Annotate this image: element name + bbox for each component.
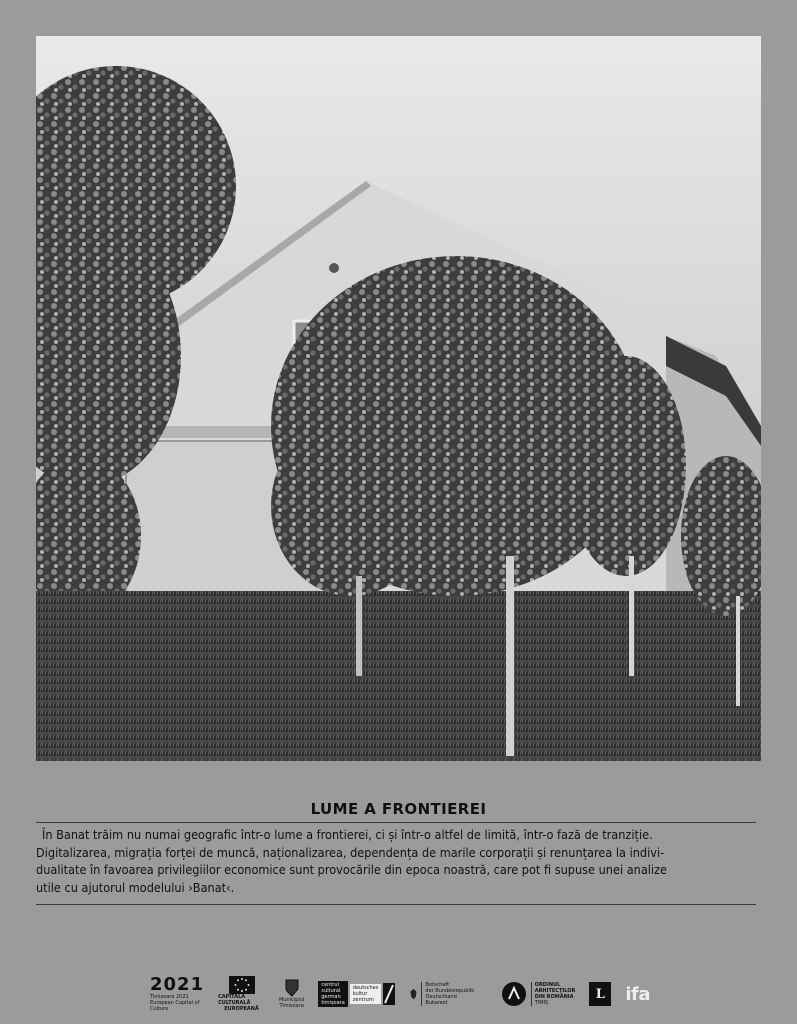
flag-icon	[383, 983, 395, 1005]
coat-of-arms-icon	[285, 979, 299, 997]
dk-line3: zentrum	[352, 997, 374, 1003]
centru-line4: timișoara	[321, 1000, 345, 1006]
eagle-icon	[409, 986, 418, 1002]
eu-line1: CAPITALĂ CULTURALĂ	[218, 994, 251, 1006]
oar-line4: TIMIȘ	[534, 1000, 549, 1006]
body-line: utile cu ajutorul modelului ›Banat‹.	[36, 879, 235, 895]
centrul-cultural-german-logo	[318, 981, 395, 1007]
sponsor-logos	[150, 974, 650, 1014]
crest-line1: Municipiul	[279, 997, 305, 1003]
ifa-logo	[625, 984, 650, 1005]
crest-line2: Timișoara	[279, 1003, 304, 1009]
eu-flag-icon	[229, 976, 255, 994]
timisoara-2021-line1: Timișoara 2021	[150, 994, 189, 1000]
body-paragraph	[36, 826, 761, 896]
timisoara-2021-line2: European Capital of Culture	[150, 1000, 200, 1012]
body-line: dualitate în favoarea privilegiilor economice sunt provocările din epoca noastră, care pot fi supuse unei analize	[36, 862, 667, 878]
oar-line3: DIN ROMÂNIA	[534, 994, 574, 1000]
german-embassy-logo	[409, 982, 486, 1006]
timisoara-2021-logo	[150, 976, 204, 1012]
oar-timis-logo	[501, 981, 576, 1007]
oar-line1: ORDINUL	[534, 982, 561, 988]
body-line: Digitalizarea, migrația forței de muncă, naționalizarea, dependența de marile corporații și renunțarea la indivi-	[36, 844, 665, 860]
building-photo	[36, 36, 761, 761]
lotus-logo	[589, 982, 611, 1006]
dk-line2: kultur	[352, 991, 368, 997]
title-divider	[36, 822, 756, 823]
oar-circle-icon	[501, 981, 527, 1007]
dk-line1: deutsches	[352, 985, 379, 991]
centru-line1: centrul	[321, 982, 339, 988]
embassy-line3: Bukarest	[425, 1000, 448, 1006]
oar-line2: ARHITECȚILOR	[534, 988, 576, 994]
eu-capital-logo	[218, 976, 265, 1012]
embassy-line1: Botschaft	[425, 982, 450, 988]
centru-line3: german	[321, 994, 341, 1000]
lotus-mark: L	[595, 986, 605, 1002]
timisoara-crest-logo	[279, 979, 304, 1009]
body-line: În Banat trăim nu numai geografic într-o lume a frontierei, ci și într-o altfel de limită, într-o fază de tranziție.	[42, 827, 653, 842]
body-divider	[36, 904, 756, 905]
timisoara-2021-mark: 2021	[150, 974, 205, 995]
ifa-mark: ifa	[625, 983, 650, 1005]
embassy-line2: der Bundesrepublik Deutschland	[425, 988, 475, 1000]
page-title: LUME A FRONTIEREI	[310, 800, 487, 818]
centru-line2: cultural	[321, 988, 341, 994]
eu-line2: EUROPEANĂ	[224, 1006, 259, 1012]
